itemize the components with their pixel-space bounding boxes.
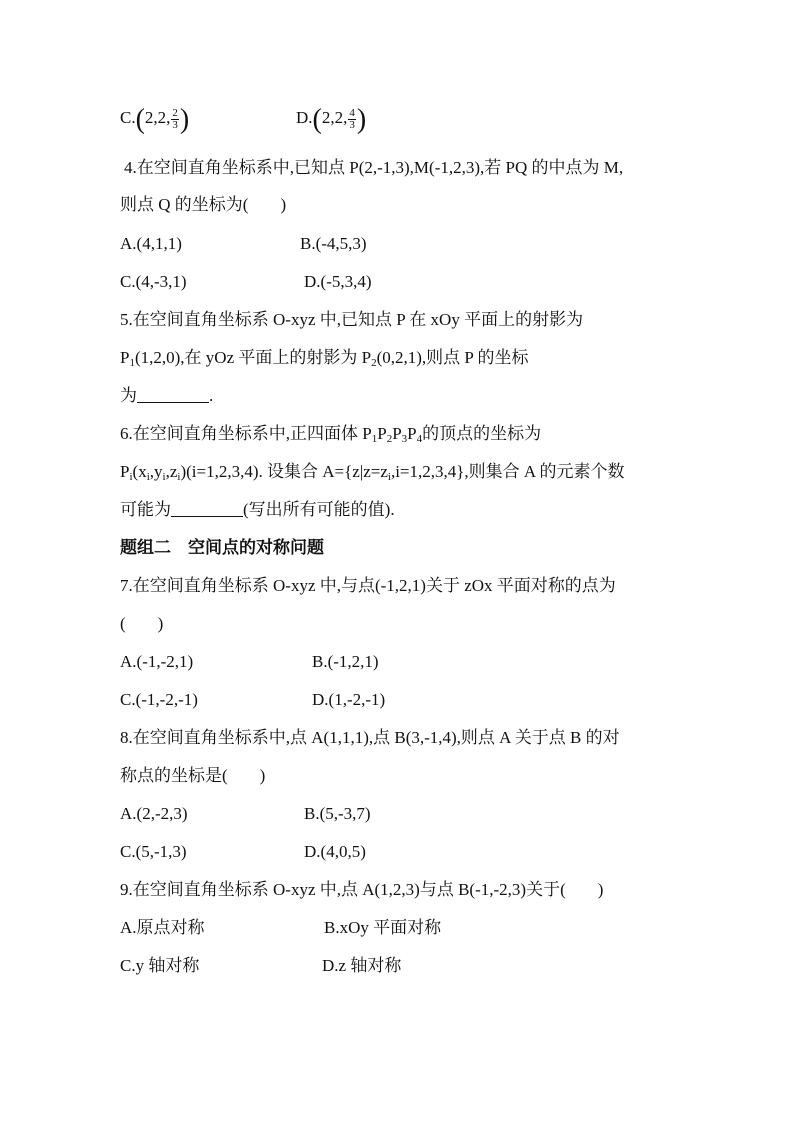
q4-option-d: D.(-5,3,4) bbox=[304, 272, 372, 291]
answer-blank[interactable] bbox=[171, 498, 243, 517]
paren-open: ( bbox=[312, 104, 322, 135]
q4-option-a: A.(4,1,1) bbox=[120, 234, 182, 253]
q7-stem-line2: ( ) bbox=[120, 614, 164, 633]
paren-open: ( bbox=[135, 104, 145, 135]
q9-stem-line1: 9.在空间直角坐标系 O-xyz 中,点 A(1,2,3)与点 B(-1,-2,3)关于( ) bbox=[120, 880, 604, 899]
q6-stem-line2: $P_i(x_i,y_i,z_i)(i=1,2,3,4)$. 设集合 $A=\{z|z=z_i,i=1,2,3,4\}$,则集合 A 的元素个数 bbox=[120, 462, 625, 483]
q7-option-d: D.(1,-2,-1) bbox=[312, 690, 386, 709]
q9-option-d: D.z 轴对称 bbox=[322, 956, 402, 975]
paren-close: ) bbox=[356, 104, 367, 135]
q6-stem-line3: 可能为 (写出所有可能的值). bbox=[120, 500, 395, 519]
q9-option-b: B.xOy 平面对称 bbox=[324, 918, 442, 937]
section-heading: 题组二 空间点的对称问题 bbox=[120, 538, 324, 557]
q4-option-b: B.(-4,5,3) bbox=[300, 234, 367, 253]
q5-stem-line1: 5.在空间直角坐标系 O-xyz 中,已知点 P 在 xOy 平面上的射影为 bbox=[120, 310, 584, 329]
q3-option-c: C.(2,2, $\frac{2}{3}$ ) bbox=[120, 104, 190, 135]
q4-option-c: C.(4,-3,1) bbox=[120, 272, 187, 291]
q5-stem-line2: $P_1(1,2,0)$,在 yOz 平面上的射影为 $P_2(0,2,1)$,则点 P 的坐标 bbox=[120, 348, 529, 369]
q8-stem-line1: 8.在空间直角坐标系中,点 A(1,1,1),点 B(3,-1,4),则点 A 关于点 B 的对 bbox=[120, 728, 620, 747]
q8-option-a: A.(2,-2,3) bbox=[120, 804, 188, 823]
q8-option-d: D.(4,0,5) bbox=[304, 842, 366, 861]
fraction: $\frac{4}{3}$ bbox=[349, 106, 355, 131]
q5-stem-line3: 为 . bbox=[120, 386, 214, 405]
q9-option-a: A.原点对称 bbox=[120, 918, 205, 937]
q7-option-a: A.(-1,-2,1) bbox=[120, 652, 194, 671]
q7-stem-line1: 7.在空间直角坐标系 O-xyz 中,与点(-1,2,1)关于 zOx 平面对称的点为 bbox=[120, 576, 616, 595]
fraction: $\frac{2}{3}$ bbox=[172, 106, 178, 131]
q8-option-b: B.(5,-3,7) bbox=[304, 804, 371, 823]
paren-close: ) bbox=[179, 104, 190, 135]
q8-stem-line2: 称点的坐标是( ) bbox=[120, 766, 266, 785]
q8-option-c: C.(5,-1,3) bbox=[120, 842, 187, 861]
q9-option-c: C.y 轴对称 bbox=[120, 956, 200, 975]
q4-stem-line1: 4.在空间直角坐标系中,已知点 P(2,-1,3),M(-1,2,3),若 PQ 的中点为 M, bbox=[124, 158, 624, 177]
answer-blank[interactable] bbox=[137, 384, 209, 403]
q7-option-b: B.(-1,2,1) bbox=[312, 652, 379, 671]
q6-stem-line1: 6.在空间直角坐标系中,正四面体 $P_1P_2P_3P_4$的顶点的坐标为 bbox=[120, 424, 542, 445]
q4-stem-line2: 则点 Q 的坐标为( ) bbox=[120, 195, 287, 214]
q3-option-d: D.(2,2, $\frac{4}{3}$ ) bbox=[296, 104, 367, 135]
q7-option-c: C.(-1,-2,-1) bbox=[120, 690, 198, 709]
